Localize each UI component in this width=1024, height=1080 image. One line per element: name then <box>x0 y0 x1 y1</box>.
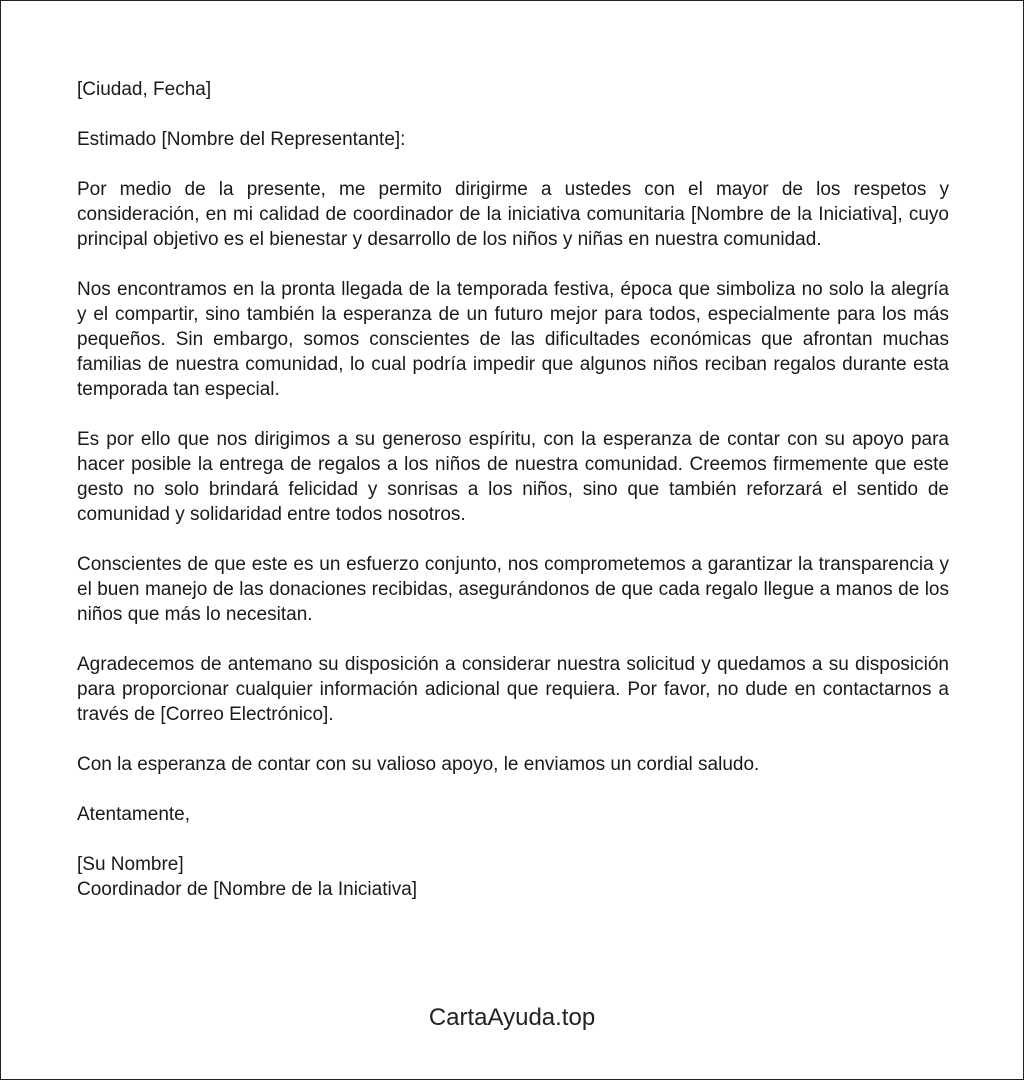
paragraph-context: Nos encontramos en la pronta llegada de la temporada festiva, época que simboliza no solo la alegría y el compartir, sino también la esperanza de un futuro mejor para todos, especialmente para los más pequeños. Sin embargo, somos conscientes de las dificultades económicas que afrontan muchas familias de nuestra comunidad, lo cual podría impedir que algunos niños reciban regalos durante esta temporada tan especial. <box>77 279 949 400</box>
signature-block <box>77 852 949 902</box>
place-date-line: [Ciudad, Fecha] <box>77 79 212 100</box>
paragraph-commitment: Conscientes de que este es un esfuerzo conjunto, nos comprometemos a garantizar la transparencia y el buen manejo de las donaciones recibidas, asegurándonos de que cada regalo llegue a manos de los niños que más lo necesitan. <box>77 554 949 625</box>
letter-body <box>77 77 949 902</box>
signer-name: [Su Nombre] <box>77 854 184 875</box>
salutation: Estimado [Nombre del Representante]: <box>77 129 406 150</box>
paragraph-introduction: Por medio de la presente, me permito dirigirme a ustedes con el mayor de los respetos y consideración, en mi calidad de coordinador de la iniciativa comunitaria [Nombre de la Iniciativa], cuyo principal objetivo es el bienestar y desarrollo de los niños y niñas en nuestra comunidad. <box>77 179 949 250</box>
paragraph-request: Es por ello que nos dirigimos a su generoso espíritu, con la esperanza de contar con su apoyo para hacer posible la entrega de regalos a los niños de nuestra comunidad. Creemos firmemente que este gesto no solo brindará felicidad y sonrisas a los niños, sino que también reforzará el sentido de comunidad y solidaridad entre todos nosotros. <box>77 429 949 525</box>
sign-off: Atentamente, <box>77 804 191 825</box>
paragraph-thanks: Agradecemos de antemano su disposición a considerar nuestra solicitud y quedamos a su disposición para proporcionar cualquier información adicional que requiera. Por favor, no dude en contactarnos a través de [Correo Electrónico]. <box>77 654 949 725</box>
footer-site-name: CartaAyuda.top <box>428 1004 596 1031</box>
signer-title: Coordinador de [Nombre de la Iniciativa] <box>77 879 418 900</box>
closing-sentence: Con la esperanza de contar con su valioso apoyo, le enviamos un cordial saludo. <box>77 754 760 775</box>
